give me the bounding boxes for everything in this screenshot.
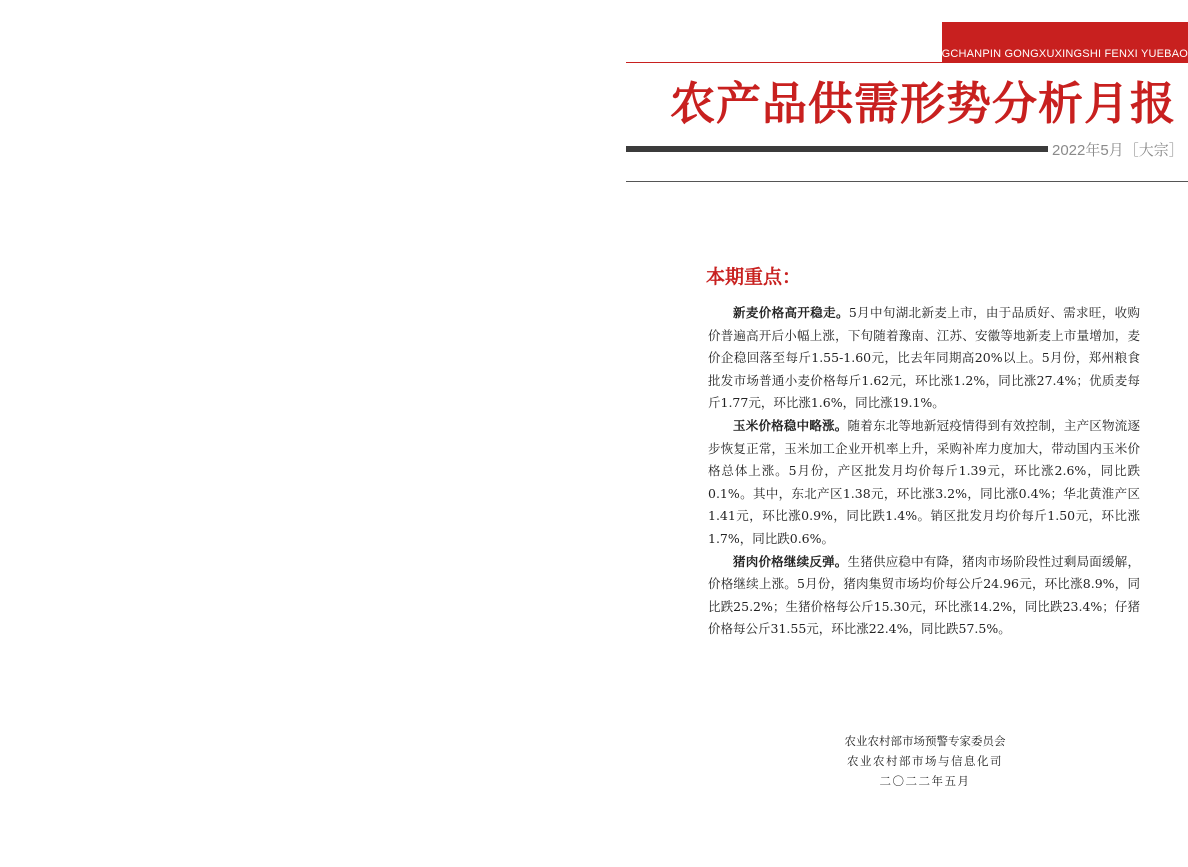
highlights-heading: 本期重点： [706,266,802,288]
footer-org-committee: 农业农村部市场预警专家委员会 [844,734,1006,748]
footer-date: 二〇二二年五月 [879,774,971,788]
paragraph-corn [708,415,1140,551]
paragraph-lead: 新麦价格高开稳走。 [733,305,849,320]
report-title: 农产品供需形势分析月报 [670,77,1177,130]
paragraph-text: 生猪供应稳中有降，猪肉市场阶段性过剩局面缓解，价格继续上涨。5月份，猪肉集贸市场均价每公斤24.96元，环比涨8.9%，同比跌25.2%；生猪价格每公斤15.30元，环比涨14.2%，同比跌23.4%；仔猪价格每公斤31.55元，环比涨22.4%，同比跌57.5%。 [708,553,1140,637]
header-thick-bar [626,146,1048,152]
paragraph-lead: 猪肉价格继续反弹。 [733,553,848,569]
issue-date: 2022年5月［大宗］ [1052,142,1184,159]
header-banner [916,22,1188,62]
paragraph-pork [708,551,1140,641]
paragraph-text: 随着东北等地新冠疫情得到有效控制，主产区物流逐步恢复正常，玉米加工企业开机率上升，采购补库力度加大，带动国内玉米价格总体上涨。5月份，产区批发月均价每斤1.39元，环比涨2.6%，同比跌0.1%。其中，东北产区1.38元，环比涨3.2%，同比涨0.4%；华北黄淮产区1.41元，环比涨0.9%，同比跌1.4%。销区批发月均价每斤1.50元，环比涨1.7%，同比跌0.6%。 [708,417,1140,546]
paragraph-lead: 玉米价格稳中略涨。 [733,417,848,433]
highlights-body [708,302,1140,641]
footer-signature [800,731,1050,791]
footer-org-department: 农业农村部市场与信息化司 [847,754,1003,768]
banner-pinyin-text: NONGCHANPIN GONGXUXINGSHI FENXI YUEBAO [916,48,1188,60]
header-rule-bottom [626,181,1188,182]
header-rule-top [626,62,1188,63]
paragraph-wheat [708,302,1140,415]
paragraph-text: 5月中旬湖北新麦上市，由于品质好、需求旺，收购价普遍高开后小幅上涨，下旬随着豫南、江苏、安徽等地新麦上市量增加，麦价企稳回落至每斤1.55-1.60元，比去年同期高20%以上。5月份，郑州粮食批发市场普通小麦价格每斤1.62元，环比涨1.2%，同比涨27.4%；优质麦每斤1.77元，环比涨1.6%，同比涨19.1%。 [708,305,1140,411]
